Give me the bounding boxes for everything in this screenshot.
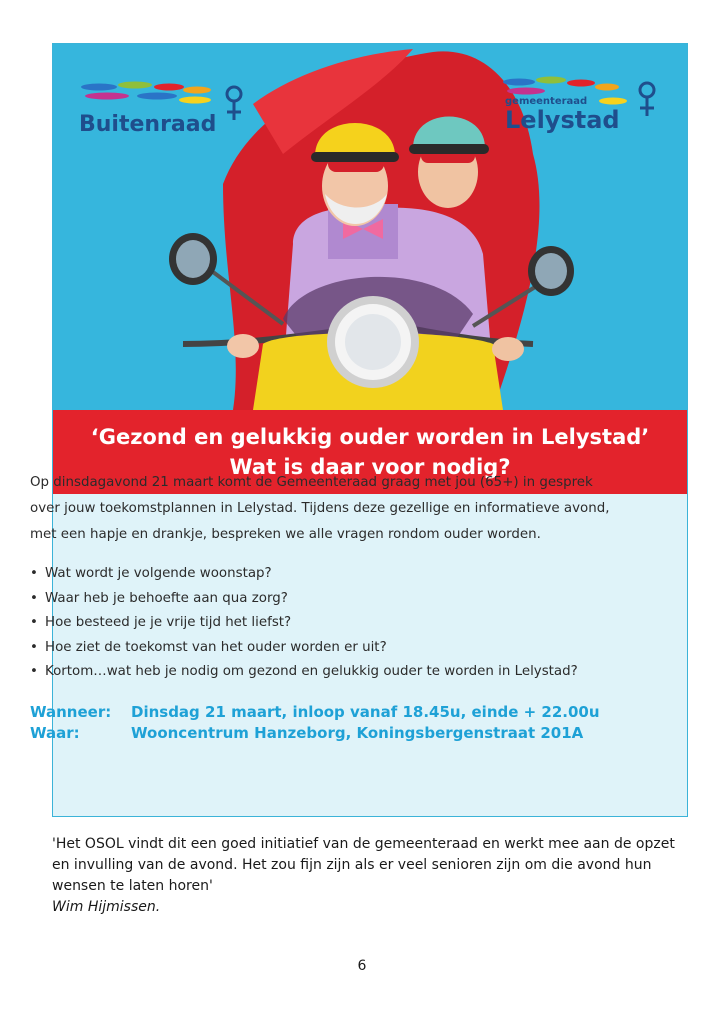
photo-seniors-on-scooter	[53, 44, 687, 410]
lelystad-logo-small-text: gemeenteraad	[505, 96, 588, 107]
page-number: 6	[357, 958, 367, 974]
lelystad-logo-text: Lelystad	[505, 106, 620, 134]
intro-paragraph: Op dinsdagavond 21 maart komt de Gemeenteraad graag met jou (65+) in gesprek over jouw toekomstplannen in Lelystad. Tijdens deze gezellige en informatieve avond, met een hapje en drankje, bespreken we alle vragen rondom ouder worden.	[30, 475, 610, 542]
list-item: • Hoe besteed je je vrije tijd het liefst?	[30, 611, 620, 636]
quote-text: 'Het OSOL vindt dit een goed initiatief van de gemeenteraad en werkt mee aan de opzet en invulling van de avond. Het zou fijn zijn als er veel senioren zijn om die avond hun wensen te laten horen'	[52, 836, 675, 894]
when-value: Dinsdag 21 maart, inloop vanaf 18.45u, einde + 22.00u	[131, 702, 600, 721]
list-item: • Wat wordt je volgende woonstap?	[30, 562, 620, 587]
event-details	[30, 702, 620, 744]
list-item: • Hoe ziet de toekomst van het ouder worden er uit?	[30, 636, 620, 661]
osol-quote	[52, 834, 692, 918]
list-item: • Waar heb je behoefte aan qua zorg?	[30, 587, 620, 612]
when-label: Wanneer:	[30, 702, 112, 721]
list-item: • Kortom…wat heb je nodig om gezond en gelukkig ouder te worden in Lelystad?	[30, 660, 620, 685]
when-row	[30, 702, 620, 723]
banner-title-line-1: ‘Gezond en gelukkig ouder worden in Lelystad’	[90, 425, 650, 449]
where-label: Waar:	[30, 723, 80, 742]
banner-title-line-2: Wat is daar voor nodig?	[229, 455, 511, 479]
quote-author: Wim Hijmissen.	[52, 899, 161, 915]
where-row	[30, 723, 620, 744]
where-value: Wooncentrum Hanzeborg, Koningsbergenstraat 201A	[131, 723, 584, 742]
flyer-content	[30, 470, 620, 744]
buitenraad-logo-text: Buitenraad	[79, 112, 217, 137]
question-list	[30, 562, 620, 685]
